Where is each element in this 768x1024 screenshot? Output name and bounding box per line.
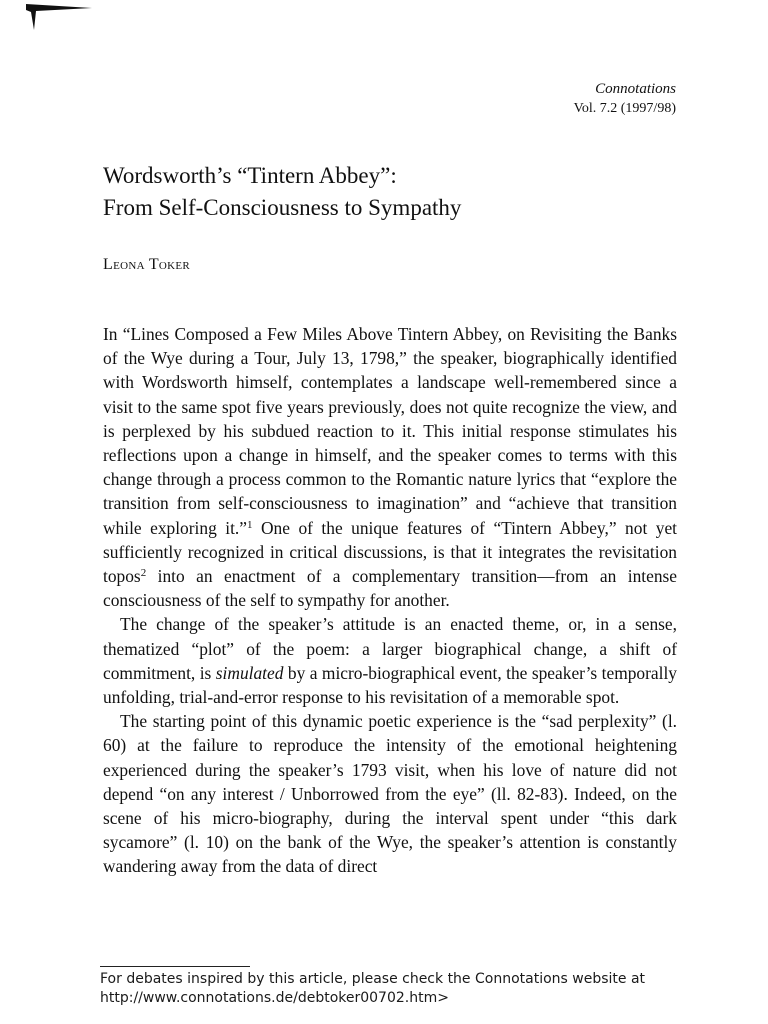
article-body: [103, 322, 677, 879]
title-line-1: Wordsworth’s “Tintern Abbey”:: [103, 163, 397, 188]
journal-header: [574, 80, 676, 118]
paragraph-1-part-b: One of the unique features of “Tintern Abbey,” not yet sufficiently recognized in critical discussions, is that it integrates the revisitation topos: [103, 517, 678, 587]
journal-volume: Vol. 7.2 (1997/98): [573, 101, 676, 116]
title-line-2: From Self-Consciousness to Sympathy: [103, 195, 462, 220]
journal-name: Connotations: [595, 81, 676, 97]
paragraph-2-emphasis: simulated: [215, 662, 284, 683]
article-author: Leona Toker: [103, 256, 191, 273]
footnote-line-1: For debates inspired by this article, please check the Connotations website at: [100, 971, 646, 987]
paragraph-2: [103, 612, 677, 709]
paragraph-2-part-a: The change of the speaker’s attitude is an enacted theme, or, in a sense, thematized “plot” of the poem: a larger biographical change, a shift of commitment, is: [103, 614, 677, 683]
paragraph-1: [103, 322, 677, 612]
paragraph-1-part-a: In “Lines Composed a Few Miles Above Tintern Abbey, on Revisiting the Banks of the Wye during a Tour, July 13, 1798,” the speaker, biographically identified with Wordsworth himself, contemplates a landscape well-remembered since a visit to the same spot five years previously, does not quite recognize the view, and is perplexed by his subdued reaction to it. This initial response stimulates his reflections upon a change in himself, and the speaker comes to terms with this change through a process common to the Romantic nature lyrics that “explore the transition from self-consciousness to imagination” and “achieve that transition while exploring it.”: [103, 324, 677, 538]
article-title: [103, 160, 461, 224]
scan-corner-mark: [26, 2, 96, 42]
footnote-ref-1: 1: [247, 518, 253, 531]
footnote-url[interactable]: http://www.connotations.de/debtoker00702.htm>: [100, 990, 449, 1006]
footnote-divider: [100, 966, 250, 967]
paragraph-2-part-b: by a micro-biographical event, the speaker’s temporally unfolding, trial-and-error response to his revisitation of a memorable spot.: [103, 662, 677, 708]
footnote-ref-2: 2: [140, 567, 147, 580]
paragraph-1-part-c: into an enactment of a complementary transition—from an intense consciousness of the self to sympathy for another.: [103, 566, 677, 611]
paragraph-3: The starting point of this dynamic poetic experience is the “sad perplexity” (l. 60) at the failure to reproduce the intensity of the emotional heightening experienced during the speaker’s 1793 visit, when his love of nature did not depend “on any interest / Unborrowed from the eye” (ll. 82-83). Indeed, on the scene of his micro-biography, during the interval spent under “this dark sycamore” (l. 10) on the bank of the Wye, the speaker’s attention is constantly wandering away from the data of direct: [103, 711, 677, 877]
footnote: [100, 970, 700, 1008]
